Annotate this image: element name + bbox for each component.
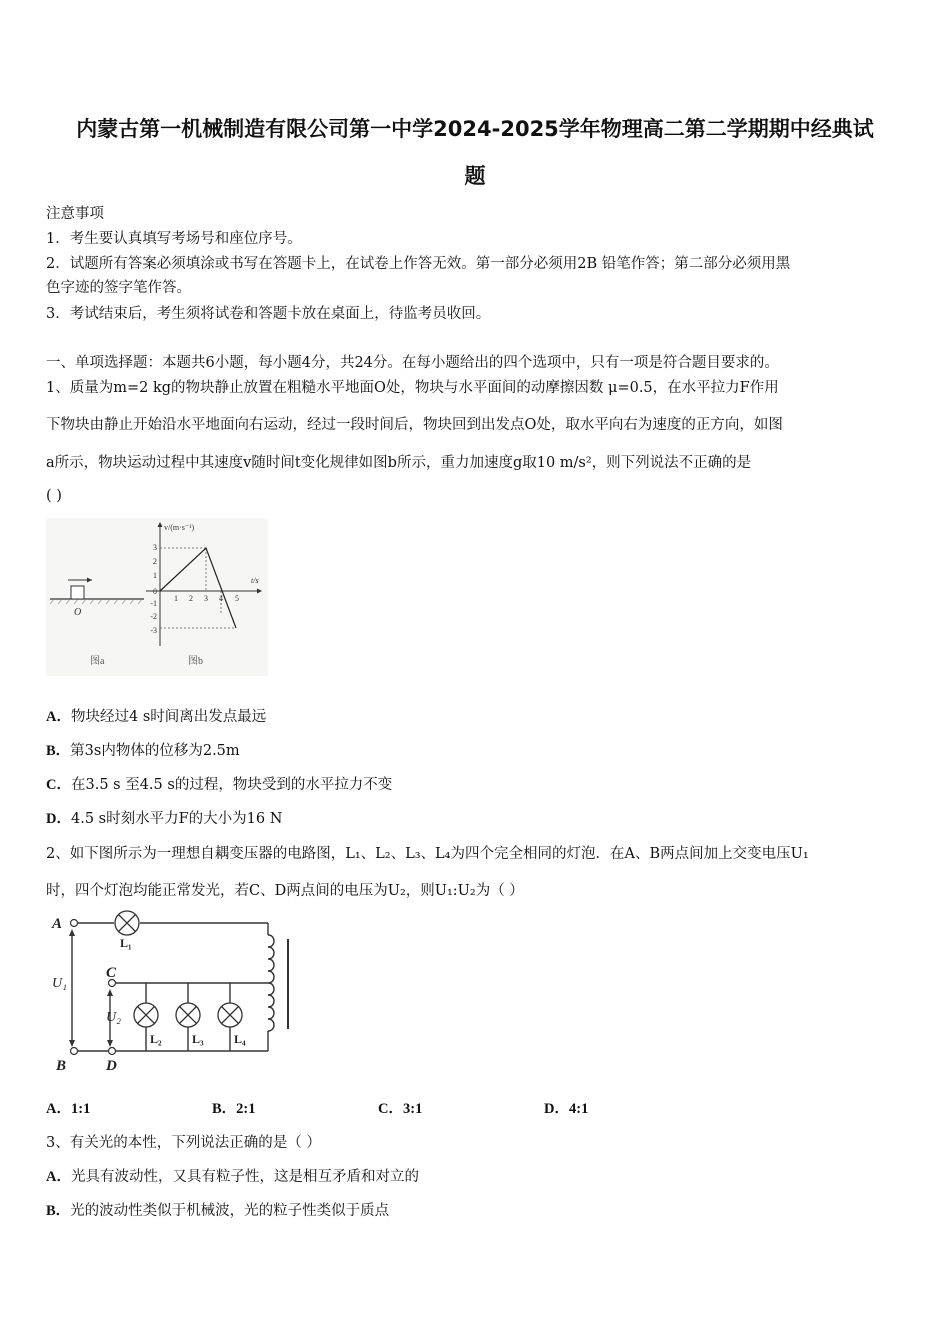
y-tick: 1 (153, 571, 157, 580)
exam-title-line2: 题 (464, 164, 486, 188)
option-label: A． (46, 1169, 71, 1185)
q2-option-c[interactable] (378, 1097, 544, 1118)
y-tick: -1 (150, 599, 157, 608)
q2-option-d[interactable] (544, 1097, 710, 1118)
option-label: B． (46, 743, 71, 759)
terminal-a (71, 920, 78, 927)
transformer-coil (268, 935, 274, 1031)
question-1-line: a所示，物块运动过程中其速度v随时间t变化规律如图b所示，重力加速度g取10 m/s²，则下列说法不正确的是 (46, 455, 752, 471)
option-text: 4:1 (568, 1101, 589, 1117)
q1-figure (46, 518, 268, 676)
y-tick: -2 (150, 612, 157, 621)
option-label: C． (46, 777, 71, 793)
label-l2: L₂ (150, 1032, 162, 1046)
y-tick: 2 (153, 557, 157, 566)
option-label: A． (46, 709, 71, 725)
q2-option-a[interactable] (46, 1097, 212, 1118)
option-text: 光具有波动性，又具有粒子性，这是相互矛盾和对立的 (70, 1169, 419, 1185)
label-a: A (52, 916, 63, 932)
notice-item: 3．考试结束后，考生须将试卷和答题卡放在桌面上，待监考员收回。 (46, 306, 491, 322)
notice-item: 色字迹的签字笔作答。 (46, 280, 191, 296)
question-1-line: ( ) (46, 488, 62, 504)
option-text: 4.5 s时刻水平力F的大小为16 N (70, 811, 283, 827)
option-text: 第3s内物体的位移为2.5m (70, 743, 240, 759)
option-label: B． (46, 1203, 71, 1219)
x-tick: 3 (204, 594, 208, 603)
q2-circuit (46, 905, 304, 1075)
x-tick: 4 (219, 594, 223, 603)
option-text: 1:1 (70, 1101, 91, 1117)
origin-label: O (74, 607, 82, 618)
label-l1: L₁ (120, 936, 132, 950)
option-text: 物块经过4 s时间离出发点最远 (70, 709, 267, 725)
option-label: A． (46, 1101, 71, 1117)
y-tick: 3 (153, 543, 157, 552)
notice-heading: 注意事项 (46, 206, 104, 222)
question-1-line: 下物块由静止开始沿水平地面向右运动，经过一段时间后，物块回到出发点O处，取水平向右为速度的正方向，如图 (46, 417, 783, 433)
y-axis-label: v/(m·s⁻¹) (164, 523, 195, 532)
y-tick: 0 (153, 587, 157, 596)
q1-option-a[interactable] (46, 705, 916, 726)
question-1-line: 1、质量为m=2 kg的物块静止放置在粗糙水平地面O处，物块与水平面间的动摩擦因数 μ=0.5，在水平拉力F作用 (46, 380, 779, 396)
option-label: B． (212, 1101, 237, 1117)
label-u2: U₂ (106, 1010, 121, 1025)
option-text: 2:1 (236, 1101, 256, 1117)
option-label: C． (378, 1101, 403, 1117)
q3-option-b[interactable] (46, 1199, 916, 1220)
question-2-line: 时，四个灯泡均能正常发光，若C、D两点间的电压为U₂，则U₁:U₂为（ ） (46, 883, 524, 899)
label-l4: L₄ (234, 1032, 246, 1046)
figure-b-label: 图b (188, 656, 203, 667)
q3-option-a[interactable] (46, 1165, 916, 1186)
x-tick: 5 (235, 594, 239, 603)
x-tick: 2 (189, 594, 193, 603)
lamp-l1 (115, 911, 139, 935)
q1-option-d[interactable] (46, 807, 916, 828)
x-axis-label: t/s (251, 576, 259, 585)
terminal-b (71, 1048, 78, 1055)
label-u1: U₁ (52, 976, 67, 991)
option-text: 3:1 (402, 1101, 423, 1117)
label-d: D (106, 1058, 117, 1074)
notice-item: 1．考生要认真填写考场号和座位序号。 (46, 231, 302, 247)
x-tick: 1 (174, 594, 178, 603)
block (71, 586, 84, 599)
label-b: B (56, 1058, 67, 1074)
option-label: D． (544, 1101, 569, 1117)
q1-option-c[interactable] (46, 773, 916, 794)
lamp-l3 (176, 1003, 200, 1027)
option-label: D． (46, 811, 71, 827)
label-c: C (106, 965, 117, 981)
lamp-l2 (134, 1003, 158, 1027)
q2-options-row (46, 1097, 916, 1118)
lamp-l4 (218, 1003, 242, 1027)
option-text: 光的波动性类似于机械波，光的粒子性类似于质点 (70, 1203, 390, 1219)
terminal-d (109, 1048, 116, 1055)
section-header: 一、单项选择题：本题共6小题，每小题4分，共24分。在每小题给出的四个选项中，只有一项是符合题目要求的。 (46, 355, 779, 371)
exam-title-line1: 内蒙古第一机械制造有限公司第一中学2024-2025学年物理高二第二学期期中经典试 (76, 117, 874, 141)
question-3-stem: 3、有关光的本性，下列说法正确的是（ ） (46, 1135, 321, 1151)
option-text: 在3.5 s 至4.5 s的过程，物块受到的水平拉力不变 (70, 777, 393, 793)
q1-option-b[interactable] (46, 739, 916, 760)
notice-item: 2．试题所有答案必须填涂或书写在答题卡上，在试卷上作答无效。第一部分必须用2B 铅笔作答；第二部分必须用黑 (46, 256, 791, 272)
q2-option-b[interactable] (212, 1097, 378, 1118)
y-tick: -3 (150, 626, 157, 635)
label-l3: L₃ (192, 1032, 204, 1046)
figure-a-label: 图a (90, 656, 105, 667)
question-2-line: 2、如下图所示为一理想自耦变压器的电路图，L₁、L₂、L₃、L₄为四个完全相同的灯泡．在A、B两点间加上交变电压U₁ (46, 846, 809, 862)
